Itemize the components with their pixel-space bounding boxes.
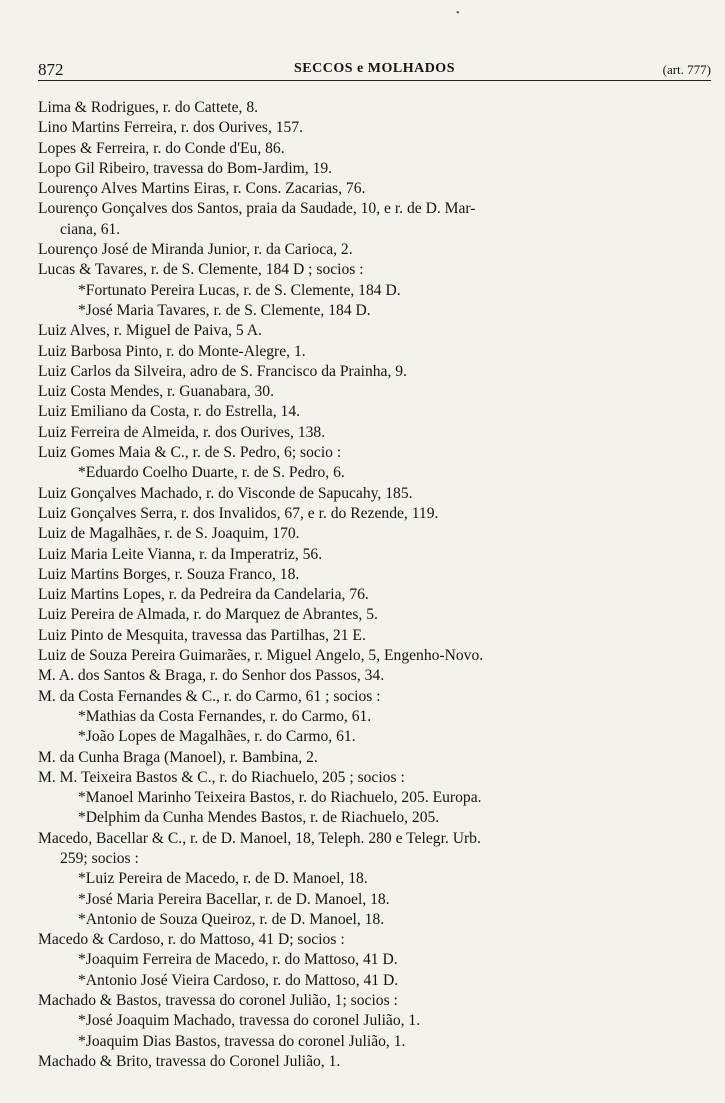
entry-machado-brito: Machado & Brito, travessa do Coronel Julião, 1.: [38, 1052, 341, 1070]
entry-m-a-santos: M. A. dos Santos & Braga, r. do Senhor dos Passos, 34.: [38, 667, 385, 685]
entry-lourenco-jose: Lourenço José de Miranda Junior, r. da Carioca, 2.: [38, 241, 353, 259]
entry-lopes-ferreira: Lopes & Ferreira, r. do Conde d'Eu, 86.: [38, 139, 285, 157]
entry-luiz-goncalves-serra: Luiz Gonçalves Serra, r. dos Invalidos, 67, e r. do Rezende, 119.: [38, 504, 439, 522]
entry-lourenco-goncalves: Lourenço Gonçalves dos Santos, praia da Saudade, 10, e r. de D. Mar-: [38, 200, 476, 218]
header-rule: [38, 80, 711, 81]
entry-partner: *Manoel Marinho Teixeira Bastos, r. do Riachuelo, 205. Europa.: [78, 789, 482, 807]
entry-luiz-goncalves-machado: Luiz Gonçalves Machado, r. do Visconde de Sapucahy, 185.: [38, 484, 413, 502]
entry-macedo-bacellar: Macedo, Bacellar & C., r. de D. Manoel, 18, Teleph. 280 e Telegr. Urb.: [38, 829, 481, 847]
entry-partner: *Delphim da Cunha Mendes Bastos, r. de Riachuelo, 205.: [78, 809, 440, 827]
entry-luiz-alves: Luiz Alves, r. Miguel de Paiva, 5 A.: [38, 322, 262, 340]
entry-partner: *Joaquim Ferreira de Macedo, r. do Mattoso, 41 D.: [78, 951, 398, 969]
page-number: 872: [38, 60, 64, 79]
entry-partner: *Antonio José Vieira Cardoso, r. do Mattoso, 41 D.: [78, 971, 399, 989]
entry-partner: *Fortunato Pereira Lucas, r. de S. Clemente, 184 D.: [78, 281, 401, 299]
directory-entries: [38, 98, 710, 1072]
entry-partner: *Antonio de Souza Queiroz, r. de D. Manoel, 18.: [78, 910, 385, 928]
entry-m-m-teixeira: M. M. Teixeira Bastos & C., r. do Riachuelo, 205 ; socios :: [38, 768, 405, 786]
entry-luiz-ferreira: Luiz Ferreira de Almeida, r. dos Ourives, 138.: [38, 423, 326, 441]
entry-luiz-gomes: Luiz Gomes Maia & C., r. de S. Pedro, 6; socio :: [38, 444, 342, 462]
entry-luiz-maria: Luiz Maria Leite Vianna, r. da Imperatriz, 56.: [38, 545, 323, 563]
entry-partner: *João Lopes de Magalhães, r. do Carmo, 61.: [78, 728, 356, 746]
entry-continuation: 259; socios :: [60, 849, 139, 867]
entry-partner: *José Maria Tavares, r. de S. Clemente, 184 D.: [78, 301, 371, 319]
entry-partner: *Joaquim Dias Bastos, travessa do coronel Julião, 1.: [78, 1032, 406, 1050]
entry-m-costa-fernandes: M. da Costa Fernandes & C., r. do Carmo, 61 ; socios :: [38, 687, 381, 705]
page-header: [38, 60, 711, 82]
entry-luiz-martins-borges: Luiz Martins Borges, r. Souza Franco, 18.: [38, 565, 300, 583]
entry-luiz-carlos: Luiz Carlos da Silveira, adro de S. Francisco da Prainha, 9.: [38, 362, 407, 380]
entry-partner: *Eduardo Coelho Duarte, r. de S. Pedro, 6.: [78, 464, 345, 482]
entry-continuation: ciana, 61.: [60, 220, 121, 238]
entry-luiz-martins-lopes: Luiz Martins Lopes, r. da Pedreira da Candelaria, 76.: [38, 586, 369, 604]
entry-luiz-pereira: Luiz Pereira de Almada, r. do Marquez de Abrantes, 5.: [38, 606, 378, 624]
entry-macedo-cardoso: Macedo & Cardoso, r. do Mattoso, 41 D; socios :: [38, 931, 345, 949]
entry-luiz-emiliano: Luiz Emiliano da Costa, r. do Estrella, 14.: [38, 403, 301, 421]
entry-partner: *Luiz Pereira de Macedo, r. de D. Manoel, 18.: [78, 870, 368, 888]
entry-lino-martins: Lino Martins Ferreira, r. dos Ourives, 157.: [38, 119, 304, 137]
entry-lucas-tavares: Lucas & Tavares, r. de S. Clemente, 184 D ; socios :: [38, 261, 364, 279]
entry-partner: *José Joaquim Machado, travessa do coronel Julião, 1.: [78, 1012, 421, 1030]
entry-luiz-costa: Luiz Costa Mendes, r. Guanabara, 30.: [38, 383, 275, 401]
entry-luiz-pinto: Luiz Pinto de Mesquita, travessa das Partilhas, 21 E.: [38, 626, 366, 644]
running-title: SECCOS e MOLHADOS: [294, 61, 455, 76]
entry-lima-rodrigues: Lima & Rodrigues, r. do Cattete, 8.: [38, 99, 259, 116]
article-reference: (art. 777): [662, 62, 711, 77]
entry-luiz-souza: Luiz de Souza Pereira Guimarães, r. Miguel Angelo, 5, Engenho-Novo.: [38, 647, 484, 665]
entry-luiz-magalhaes: Luiz de Magalhães, r. de S. Joaquim, 170.: [38, 525, 300, 543]
entry-partner: *José Maria Pereira Bacellar, r. de D. Manoel, 18.: [78, 890, 390, 908]
entry-partner: *Mathias da Costa Fernandes, r. do Carmo, 61.: [78, 707, 372, 725]
entry-machado-bastos: Machado & Bastos, travessa do coronel Julião, 1; socios :: [38, 992, 398, 1010]
entry-lopo-gil: Lopo Gil Ribeiro, travessa do Bom-Jardim, 19.: [38, 159, 333, 177]
entry-luiz-barbosa: Luiz Barbosa Pinto, r. do Monte-Alegre, 1.: [38, 342, 306, 360]
print-mark: •: [456, 8, 460, 19]
entry-lourenco-alves: Lourenço Alves Martins Eiras, r. Cons. Zacarias, 76.: [38, 180, 366, 198]
entry-m-cunha-braga: M. da Cunha Braga (Manoel), r. Bambina, 2.: [38, 748, 318, 766]
